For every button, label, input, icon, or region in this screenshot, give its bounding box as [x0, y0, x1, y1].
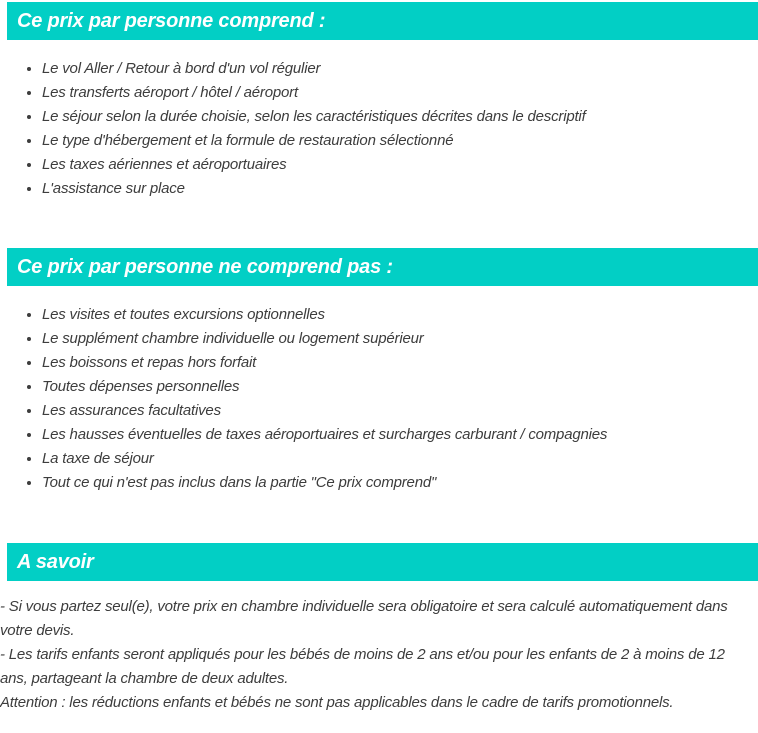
list-item: • Les visites et toutes excursions optionnelles: [42, 303, 758, 327]
section-header-good-to-know: A savoir: [7, 543, 758, 581]
note-paragraph: - Les tarifs enfants seront appliqués pour les bébés de moins de 2 ans et/ou pour les enfants de 2 à moins de 12 ans, partageant la chambre de deux adultes.: [0, 646, 725, 687]
list-item: • Tout ce qui n'est pas inclus dans la partie "Ce prix comprend": [42, 471, 758, 495]
note-paragraph: - Si vous partez seul(e), votre prix en chambre individuelle sera obligatoire et sera calculé automatiquement dans votre devis.: [0, 598, 728, 639]
list-item: • La taxe de séjour: [42, 447, 758, 471]
excludes-list: [0, 303, 758, 495]
section-good-to-know: [0, 543, 758, 715]
list-item: • Toutes dépenses personnelles: [42, 375, 758, 399]
list-item: • Les taxes aériennes et aéroportuaires: [42, 153, 758, 177]
note-paragraph: Attention : les réductions enfants et bébés ne sont pas applicables dans le cadre de tarifs promotionnels.: [0, 694, 674, 711]
section-price-excludes: [0, 248, 758, 495]
list-item: • Les hausses éventuelles de taxes aéroportuaires et surcharges carburant / compagnies: [42, 423, 758, 447]
list-item: • Le vol Aller / Retour à bord d'un vol régulier: [42, 57, 758, 81]
list-item: • Les assurances facultatives: [42, 399, 758, 423]
list-item: • Le séjour selon la durée choisie, selon les caractéristiques décrites dans le descriptif: [42, 105, 758, 129]
section-header-excludes: Ce prix par personne ne comprend pas :: [7, 248, 758, 286]
list-item: • Le type d'hébergement et la formule de restauration sélectionné: [42, 129, 758, 153]
list-item: • Les transferts aéroport / hôtel / aéroport: [42, 81, 758, 105]
list-item: • Les boissons et repas hors forfait: [42, 351, 758, 375]
list-item: • Le supplément chambre individuelle ou logement supérieur: [42, 327, 758, 351]
section-header-includes: Ce prix par personne comprend :: [7, 2, 758, 40]
list-item: • L'assistance sur place: [42, 177, 758, 201]
price-details-panel: [0, 2, 758, 715]
includes-list: [0, 57, 758, 201]
notes-text-block: [0, 595, 758, 715]
section-price-includes: [0, 2, 758, 201]
